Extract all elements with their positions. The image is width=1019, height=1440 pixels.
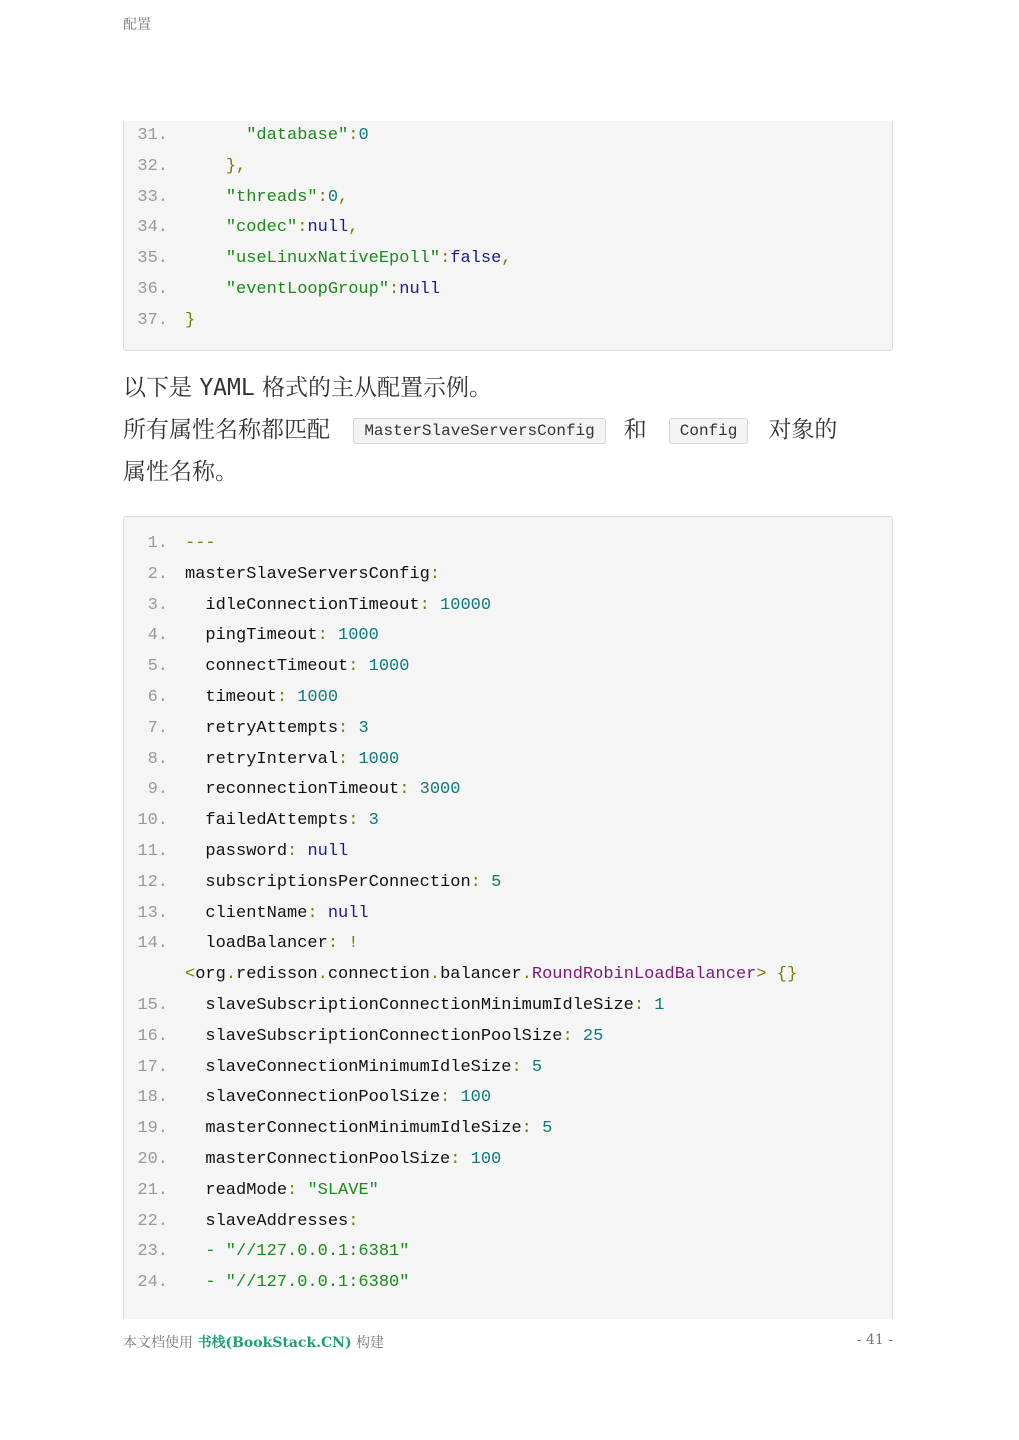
line-number: 36. xyxy=(137,280,168,299)
paragraph-format-name: YAML xyxy=(199,375,255,401)
line-number: 19. xyxy=(137,1119,168,1139)
line-number: 32. xyxy=(137,156,168,176)
line-number: 9. xyxy=(147,780,168,800)
code-text: masterConnectionPoolSize: 100 xyxy=(185,1150,502,1169)
code-text: "threads":0, xyxy=(225,187,349,207)
code-text: }, xyxy=(225,156,247,176)
footer-prefix: 本文档使用 xyxy=(123,1335,198,1351)
line-number: 31. xyxy=(137,126,168,145)
code-block-json xyxy=(123,121,893,351)
code-text: retryAttempts: 3 xyxy=(185,718,369,738)
code-text: readMode: "SLAVE" xyxy=(185,1180,379,1200)
line-number: 12. xyxy=(137,872,168,892)
code-text: slaveAddresses: xyxy=(185,1211,359,1231)
line-number: 17. xyxy=(137,1057,168,1077)
code-text: slaveConnectionPoolSize: 100 xyxy=(185,1088,492,1108)
code-text: failedAttempts: 3 xyxy=(185,811,379,831)
line-number: 23. xyxy=(137,1242,168,1262)
code-text: slaveSubscriptionConnectionPoolSize: 25 xyxy=(185,1026,604,1046)
paragraph-line-3: 属性名称。 xyxy=(123,459,238,485)
footer-brand-link[interactable]: 书栈(BookStack.CN) xyxy=(197,1335,352,1351)
code-text: slaveSubscriptionConnectionMinimumIdleSize: 1 xyxy=(185,996,665,1015)
paragraph-line-1 xyxy=(123,373,492,403)
line-number: 16. xyxy=(137,1026,168,1046)
code-text: } xyxy=(185,310,196,330)
page-number: - 41 - xyxy=(856,1332,893,1348)
line-number: 37. xyxy=(137,310,168,330)
code-text: subscriptionsPerConnection: 5 xyxy=(185,872,502,892)
line-number: 14. xyxy=(137,934,168,954)
code-text: idleConnectionTimeout: 10000 xyxy=(185,595,492,615)
code-text: password: null xyxy=(185,842,349,861)
code-text: masterSlaveServersConfig: xyxy=(185,564,441,584)
code-text: clientName: null xyxy=(185,903,369,923)
line-number: 18. xyxy=(137,1088,168,1108)
line-number: 5. xyxy=(147,657,168,677)
inline-code-config: Config xyxy=(669,418,749,444)
line-number: 2. xyxy=(147,564,168,584)
footer-suffix: 构建 xyxy=(351,1335,385,1351)
paragraph-text: 以下是 xyxy=(123,375,200,401)
paragraph-text: 对象的 xyxy=(768,417,838,443)
paragraph-text: 和 xyxy=(623,417,647,443)
page-header-section-title: 配置 xyxy=(123,17,151,33)
footer-credit xyxy=(123,1332,384,1352)
code-text: - "//127.0.0.1:6381" xyxy=(205,1242,410,1262)
code-text: "eventLoopGroup":null xyxy=(225,280,441,299)
line-number: 35. xyxy=(137,249,168,269)
code-text: retryInterval: 1000 xyxy=(185,749,400,769)
line-number: 33. xyxy=(137,187,168,207)
code-text: slaveConnectionMinimumIdleSize: 5 xyxy=(185,1057,543,1077)
code-text: loadBalancer: ! xyxy=(185,934,359,954)
code-text: "database":0 xyxy=(246,126,369,145)
inline-code-master-slave-config: MasterSlaveServersConfig xyxy=(353,418,605,444)
line-number: 3. xyxy=(147,595,168,615)
code-text: "codec":null, xyxy=(225,218,359,238)
line-number: 24. xyxy=(137,1273,168,1293)
code-text: --- xyxy=(185,534,216,553)
line-number: 6. xyxy=(147,688,168,707)
line-number: 1. xyxy=(147,534,168,553)
paragraph-text: 所有属性名称都匹配 xyxy=(123,417,330,443)
paragraph-line-2 xyxy=(123,415,895,448)
code-text: connectTimeout: 1000 xyxy=(185,657,410,677)
code-text: pingTimeout: 1000 xyxy=(185,626,379,646)
code-text: reconnectionTimeout: 3000 xyxy=(185,780,461,800)
paragraph-text: 格式的主从配置示例。 xyxy=(254,375,493,401)
line-number: 15. xyxy=(137,996,168,1015)
line-number: 8. xyxy=(147,749,168,769)
code-text: masterConnectionMinimumIdleSize: 5 xyxy=(185,1119,553,1139)
code-text: <org.redisson.connection.balancer.RoundRobinLoadBalancer> {} xyxy=(185,965,798,985)
code-block-yaml xyxy=(123,516,893,1319)
line-number: 10. xyxy=(137,811,168,831)
line-number: 21. xyxy=(137,1180,168,1200)
line-number: 4. xyxy=(147,626,168,646)
code-text: - "//127.0.0.1:6380" xyxy=(205,1273,410,1293)
line-number: 22. xyxy=(137,1211,168,1231)
code-text: timeout: 1000 xyxy=(185,688,339,707)
code-text: "useLinuxNativeEpoll":false, xyxy=(225,249,512,269)
line-number: 20. xyxy=(137,1150,168,1169)
line-number: 34. xyxy=(137,218,168,238)
line-number: 11. xyxy=(137,842,168,861)
line-number: 7. xyxy=(147,718,168,738)
line-number: 13. xyxy=(137,903,168,923)
